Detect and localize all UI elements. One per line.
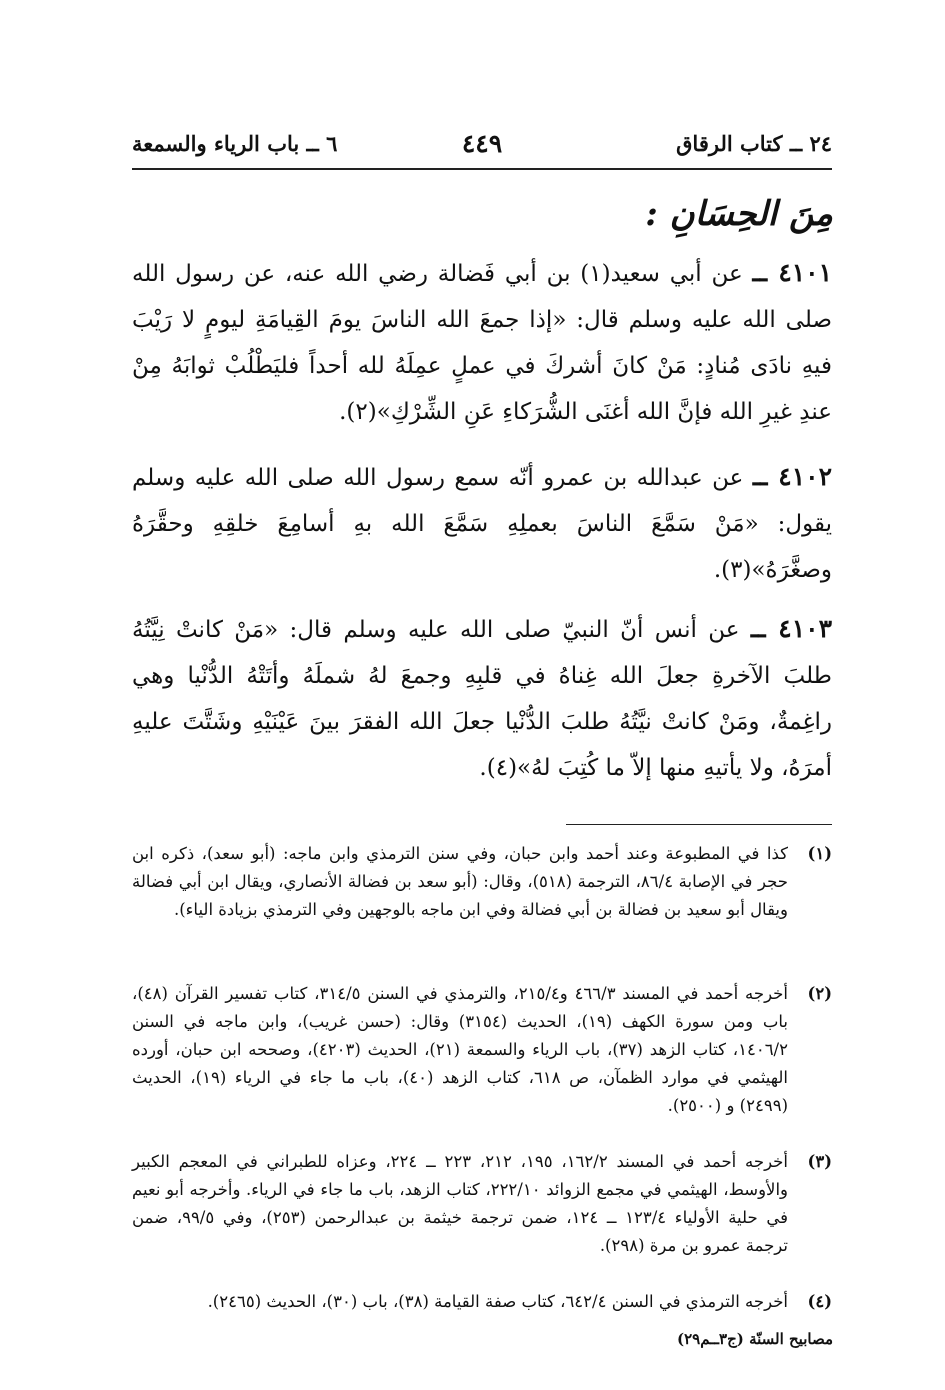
hadith-number: ٤١٠٣ ــ xyxy=(750,614,832,643)
hadith-text: عن أبي سعيد(١) بن أبي فَضالة رضي الله عنه، عن رسول الله صلى الله عليه وسلم قال: «إذا جمعَ الله الناسَ يومَ القِيامَةِ ليومٍ لا رَيْبَ فيهِ نادَى مُنادٍ: مَنْ كانَ أشركَ في عملٍ عمِلَهُ لله أحداً فليَطْلُبْ ثوابَهُ مِنْ عندِ غيرِ الله فإنَّ الله أغنَى الشُّرَكاءِ عَنِ الشِّرْكِ»(٢). xyxy=(132,261,832,425)
footnote-number: (٣) xyxy=(807,1152,832,1171)
hadith-4103 xyxy=(132,606,832,791)
footnotes xyxy=(132,840,832,1318)
section-title: مِنَ الحِسَانِ : xyxy=(645,194,833,234)
hadith-text: عن أنس أنّ النبيّ صلى الله عليه وسلم قال: «مَنْ كانتْ نِيَّتُهُ طلبَ الآخرةِ جعلَ الله غِناهُ في قلبِهِ وجمعَ لهُ شملَهُ وأتَتْهُ الدُّنْيا وهي راغِمةٌ، ومَنْ كانتْ نيَّتُهُ طلبَ الدُّنْيا جعلَ الله الفقرَ بينَ عَيْنَيْهِ وشَتَّتَ عليهِ أمرَهُ، ولا يأتيهِ منها إلاّ ما كُتِبَ لهُ»(٤). xyxy=(132,617,832,781)
running-header xyxy=(132,128,832,160)
footnote-number: (١) xyxy=(807,844,832,863)
hadith-number: ٤١٠١ ــ xyxy=(752,258,833,287)
footnote-4 xyxy=(132,1288,832,1318)
chapter-title: ٦ ــ باب الرياء والسمعة xyxy=(132,131,338,156)
footnote-text: كذا في المطبوعة وعند أحمد وابن حبان، وفي سنن الترمذي وابن ماجه: (أبو سعد)، ذكره ابن حجر في الإصابة ٨٦/٤، الترجمة (٥١٨)، وقال: (أبو سعد بن فضالة الأنصاري، ويقال ابن أبي فضالة ويقال أبو سعيد بن فضالة بن أبي فضالة وفي ابن ماجه بالوجهين وفي الترمذي بزيادة الياء). xyxy=(132,844,788,919)
footnote-number: (٢) xyxy=(807,984,832,1003)
footnote-divider xyxy=(566,824,832,825)
footnote-number: (٤) xyxy=(807,1292,832,1311)
footnote-3 xyxy=(132,1148,832,1288)
footnote-text: أخرجه الترمذي في السنن ٦٤٢/٤، كتاب صفة القيامة (٣٨)، باب (٣٠)، الحديث (٢٤٦٥). xyxy=(207,1292,788,1311)
footnote-text: أخرجه أحمد في المسند ٤٦٦/٣ و٢١٥/٤، والترمذي في السنن ٣١٤/٥، كتاب تفسير القرآن (٤٨)، باب ومن سورة الكهف (١٩)، الحديث (٣١٥٤) وقال: (حسن غريب)، وابن ماجه في السنن ١٤٠٦/٢، كتاب الزهد (٣٧)، باب الرياء والسمعة (٢١)، الحديث (٤٢٠٣)، وصححه ابن حبان، أورده الهيثمي في موارد الظمآن، ص ٦١٨، كتاب الزهد (٤٠)، باب ما جاء في الرياء (١٩)، الحديث (٢٤٩٩) و (٢٥٠٠). xyxy=(132,984,788,1115)
footnote-2 xyxy=(132,980,832,1148)
page-footer: مصابيح السنّة (ج٣ــم٢٩) xyxy=(677,1330,833,1348)
hadith-4101 xyxy=(132,250,832,435)
book-title: ٢٤ ــ كتاب الرقاق xyxy=(676,131,832,156)
footnote-text: أخرجه أحمد في المسند ١٦٢/٢، ١٩٥، ٢١٢، ٢٢٣ ــ ٢٢٤، وعزاه للطبراني في المعجم الكبير والأوسط، الهيثمي في مجمع الزوائد ٢٢٢/١٠، كتاب الزهد، باب ما جاء في الرياء. وأخرجه أبو نعيم في حلية الأولياء ١٢٣/٤ ــ ١٢٤، ضمن ترجمة خيثمة بن عبدالرحمن (٢٥٣)، وفي ٩٩/٥، ضمن ترجمة عمرو بن مرة (٢٩٨). xyxy=(132,1152,788,1255)
header-divider xyxy=(132,168,832,170)
hadith-number: ٤١٠٢ ــ xyxy=(752,462,833,491)
page-number: ٤٤٩ xyxy=(461,129,503,158)
hadith-text: عن عبدالله بن عمرو أنّه سمع رسول الله صلى الله عليه وسلم يقول: «مَنْ سَمَّعَ الناسَ بعملِهِ سَمَّعَ الله بهِ أسامِعَ خلقِهِ وحقَّرَهُ وصغَّرَهُ»(٣). xyxy=(132,465,832,583)
hadith-4102 xyxy=(132,454,832,593)
footnote-1 xyxy=(132,840,832,980)
